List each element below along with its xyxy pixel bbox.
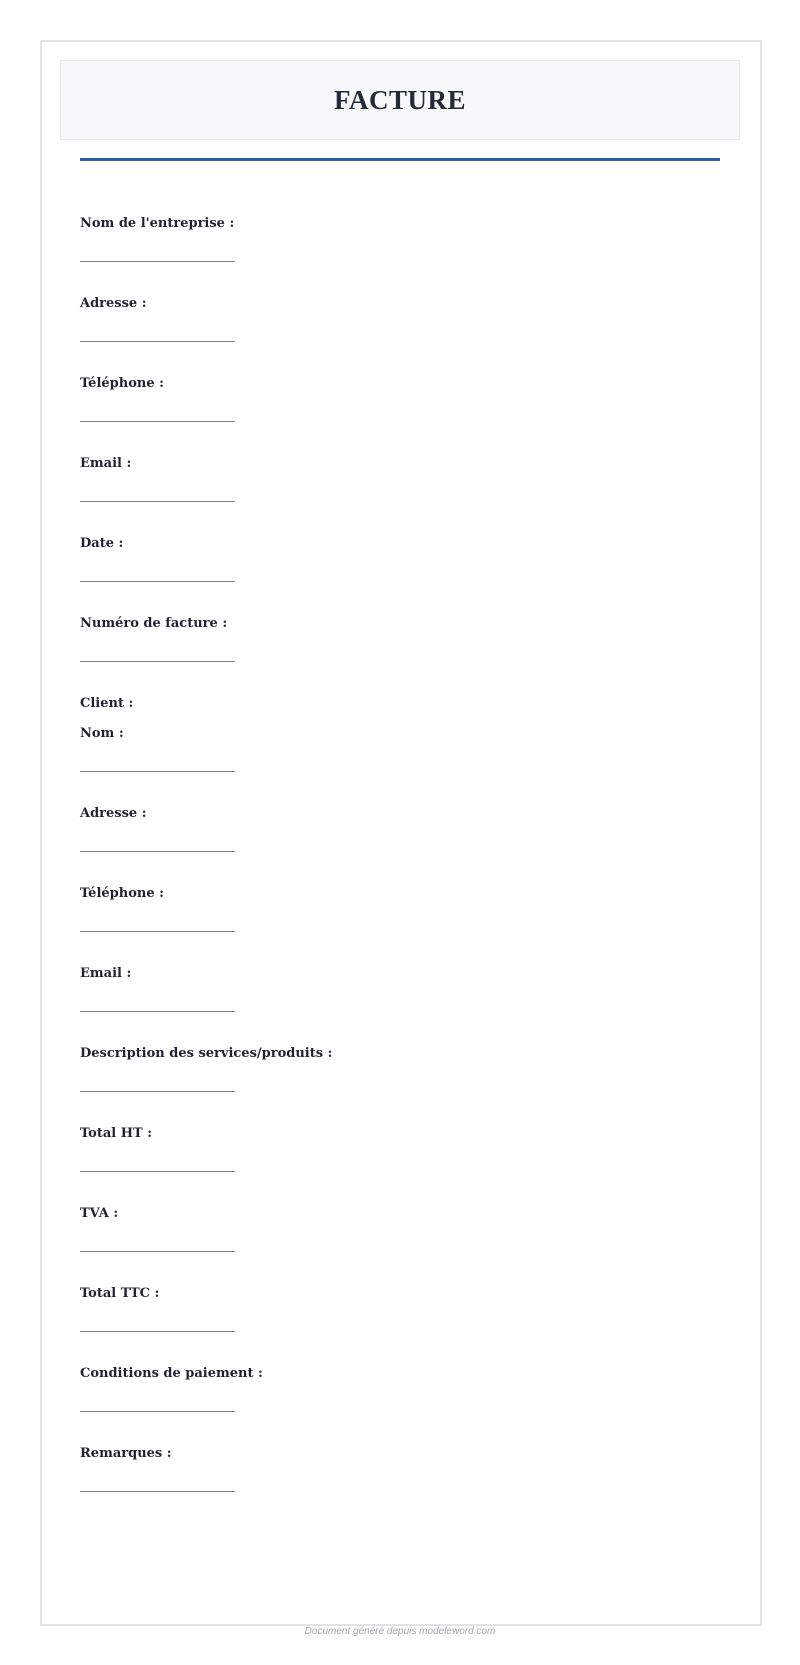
field-invoice-number: [80, 616, 720, 696]
field-company-phone: [80, 376, 720, 456]
field-label: Adresse :: [80, 806, 147, 821]
field-date: [80, 536, 720, 616]
field-label: Nom :: [80, 726, 124, 741]
field-company-email: [80, 456, 720, 536]
blank-input-line[interactable]: [80, 1411, 235, 1412]
client-section-heading: Client :: [80, 696, 134, 711]
field-label: Téléphone :: [80, 376, 164, 391]
field-client-email: [80, 966, 720, 1046]
blank-input-line[interactable]: [80, 1091, 235, 1092]
field-company-name: [80, 216, 720, 296]
field-label: Date :: [80, 536, 124, 551]
blank-input-line[interactable]: [80, 581, 235, 582]
blank-input-line[interactable]: [80, 771, 235, 772]
field-label: Téléphone :: [80, 886, 164, 901]
field-company-address: [80, 296, 720, 376]
page-title: FACTURE: [333, 84, 466, 115]
field-remarks: [80, 1446, 720, 1526]
field-label: Total TTC :: [80, 1286, 160, 1301]
field-label: Adresse :: [80, 296, 147, 311]
field-label: Numéro de facture :: [80, 616, 228, 631]
accent-divider: [80, 158, 720, 161]
blank-input-line[interactable]: [80, 931, 235, 932]
blank-input-line[interactable]: [80, 1171, 235, 1172]
blank-input-line[interactable]: [80, 501, 235, 502]
field-label: Conditions de paiement :: [80, 1366, 263, 1381]
field-label: Description des services/produits :: [80, 1046, 333, 1061]
blank-input-line[interactable]: [80, 1011, 235, 1012]
field-client-phone: [80, 886, 720, 966]
field-tva: [80, 1206, 720, 1286]
field-label: Remarques :: [80, 1446, 172, 1461]
blank-input-line[interactable]: [80, 421, 235, 422]
field-label: Total HT :: [80, 1126, 153, 1141]
title-banner: [60, 60, 740, 140]
invoice-page: [40, 40, 762, 1626]
field-label: Nom de l'entreprise :: [80, 216, 235, 231]
field-client-address: [80, 806, 720, 886]
blank-input-line[interactable]: [80, 1331, 235, 1332]
field-label: TVA :: [80, 1206, 119, 1221]
blank-input-line[interactable]: [80, 1251, 235, 1252]
blank-input-line[interactable]: [80, 1491, 235, 1492]
field-payment-terms: [80, 1366, 720, 1446]
blank-input-line[interactable]: [80, 851, 235, 852]
field-label: Email :: [80, 456, 132, 471]
field-label: Email :: [80, 966, 132, 981]
field-total-ttc: [80, 1286, 720, 1366]
footer-credit: Document généré depuis modeleword.com: [304, 1626, 496, 1637]
blank-input-line[interactable]: [80, 341, 235, 342]
blank-input-line[interactable]: [80, 261, 235, 262]
field-description: [80, 1046, 720, 1126]
form-fields: [80, 216, 720, 1526]
blank-input-line[interactable]: [80, 661, 235, 662]
field-client-name: [80, 726, 720, 806]
field-total-ht: [80, 1126, 720, 1206]
